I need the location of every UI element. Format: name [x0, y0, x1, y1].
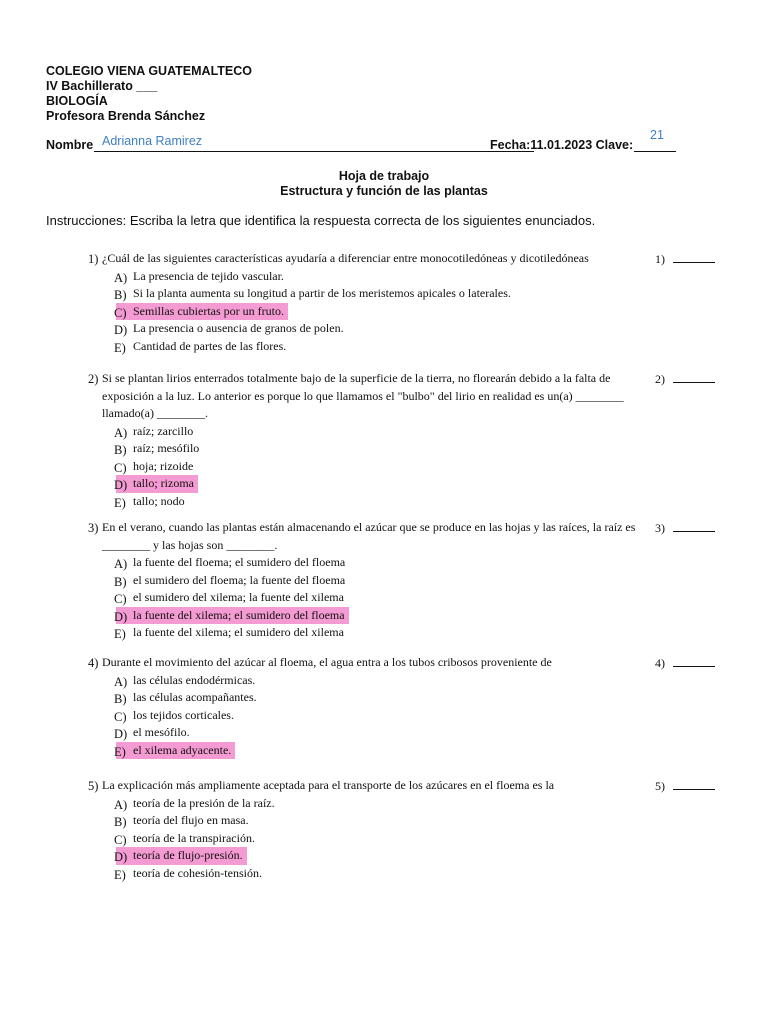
- option-letter: E): [114, 744, 126, 759]
- option-letter: D): [114, 609, 128, 624]
- option-letter: A): [114, 270, 128, 285]
- answer-number: 1): [655, 252, 665, 266]
- option-a[interactable]: [88, 554, 648, 572]
- question-text: Durante el movimiento del azúcar al floema, el agua entra a los tubos cribosos proveniente de: [102, 655, 552, 669]
- question-number: 1): [88, 252, 99, 266]
- question-1: [88, 250, 648, 355]
- option-e[interactable]: [88, 493, 648, 511]
- question-5: [88, 777, 648, 882]
- name-label: Nombre: [46, 138, 94, 152]
- option-letter: B): [114, 692, 127, 706]
- answer-number: 2): [655, 372, 665, 386]
- option-text: teoría del flujo en masa.: [133, 813, 249, 827]
- answer-blank-2[interactable]: [655, 372, 715, 387]
- subject-name: BIOLOGÍA: [46, 94, 108, 108]
- option-e[interactable]: [88, 624, 648, 642]
- option-text: la fuente del xilema; el sumidero del xilema: [133, 625, 344, 639]
- option-letter: E): [114, 495, 126, 510]
- question-number: 3): [88, 521, 99, 535]
- answer-underline: [673, 262, 715, 263]
- option-letter: C): [114, 709, 127, 724]
- answer-blank-1[interactable]: [655, 252, 715, 267]
- option-d-highlighted[interactable]: [88, 847, 648, 865]
- option-text: Cantidad de partes de las flores.: [133, 338, 287, 353]
- option-text: el xilema adyacente.: [116, 742, 235, 760]
- option-e[interactable]: [88, 338, 648, 356]
- option-b[interactable]: [88, 572, 648, 590]
- answer-blank-5[interactable]: [655, 779, 715, 794]
- option-e-highlighted[interactable]: [88, 742, 648, 760]
- option-text: teoría de la presión de la raíz.: [133, 795, 275, 810]
- option-letter: B): [114, 815, 127, 829]
- option-letter: E): [114, 867, 126, 882]
- option-text: las células acompañantes.: [133, 690, 257, 704]
- question-text: La explicación más ampliamente aceptada para el transporte de los azúcares en el floema es la: [102, 778, 555, 792]
- option-letter: C): [114, 305, 127, 320]
- option-letter: E): [114, 627, 126, 641]
- option-text: la fuente del floema; el sumidero del floema: [133, 555, 346, 569]
- question-stem: [88, 519, 648, 554]
- option-text: teoría de la transpiración.: [133, 830, 255, 845]
- answer-underline: [673, 789, 715, 790]
- answer-number: 3): [655, 521, 665, 535]
- answer-blank-3[interactable]: [655, 521, 715, 536]
- option-letter: B): [114, 288, 127, 302]
- option-letter: E): [114, 340, 126, 355]
- option-text: La presencia de tejido vascular.: [133, 268, 284, 283]
- option-c[interactable]: [88, 707, 648, 725]
- option-text: Semillas cubiertas por un fruto.: [116, 303, 288, 321]
- question-2: [88, 370, 648, 510]
- option-b[interactable]: [88, 285, 648, 303]
- clave-underline: [634, 151, 676, 152]
- option-c[interactable]: [88, 589, 648, 607]
- option-d[interactable]: [88, 724, 648, 742]
- option-b[interactable]: [88, 689, 648, 707]
- option-text: las células endodérmicas.: [133, 672, 256, 687]
- option-letter: A): [114, 425, 128, 440]
- question-text: ¿Cuál de las siguientes características ayudaría a diferenciar entre monocotiledóneas y dicotiledóneas: [102, 251, 589, 265]
- option-text: los tejidos corticales.: [133, 707, 234, 722]
- option-e[interactable]: [88, 865, 648, 883]
- student-name-field[interactable]: Adrianna Ramirez: [102, 134, 203, 148]
- option-letter: B): [114, 574, 127, 589]
- score-mark: 21: [650, 128, 664, 142]
- question-4: [88, 654, 648, 759]
- option-text: La presencia o ausencia de granos de polen.: [133, 321, 344, 335]
- option-letter: B): [114, 443, 127, 457]
- option-letter: C): [114, 832, 127, 847]
- question-text: Si se plantan lirios enterrados totalmente bajo de la superficie de la tierra, no florearán debido a la falta de exposición a la luz. Lo anterior es porque lo que llamamos el "bulbo" del lirio en realidad es un(a) ________ llamado(a) ________.: [102, 371, 624, 420]
- option-c[interactable]: [88, 830, 648, 848]
- instructions-text: Instrucciones: Escriba la letra que identifica la respuesta correcta de los siguientes enunciados.: [46, 213, 596, 228]
- answer-number: 5): [655, 779, 665, 793]
- option-c-highlighted[interactable]: [88, 303, 648, 321]
- option-text: la fuente del xilema; el sumidero del floema: [116, 607, 349, 625]
- option-letter: D): [114, 478, 128, 492]
- option-letter: C): [114, 592, 127, 606]
- option-letter: D): [114, 850, 128, 864]
- option-text: tallo; nodo: [133, 493, 185, 508]
- school-name: COLEGIO VIENA GUATEMALTECO: [46, 64, 253, 78]
- option-text: hoja; rizoide: [133, 458, 194, 473]
- grade-level: IV Bachillerato ___: [46, 79, 158, 93]
- option-d-highlighted[interactable]: [88, 607, 648, 625]
- worksheet-title: Hoja de trabajo: [338, 169, 430, 183]
- option-text: Si la planta aumenta su longitud a partir de los meristemos apicales o laterales.: [133, 286, 511, 300]
- option-letter: A): [114, 674, 128, 689]
- question-stem: [88, 250, 648, 268]
- school-header: [46, 64, 252, 124]
- option-text: el mesófilo.: [133, 725, 190, 739]
- question-3: [88, 519, 648, 642]
- option-letter: C): [114, 460, 127, 475]
- question-number: 5): [88, 779, 99, 793]
- question-number: 4): [88, 656, 99, 670]
- worksheet-subtitle: Estructura y función de las plantas: [280, 184, 488, 198]
- option-letter: A): [114, 797, 128, 812]
- teacher-name: Profesora Brenda Sánchez: [46, 109, 206, 123]
- option-text: teoría de cohesión-tensión.: [133, 865, 262, 880]
- option-d[interactable]: [88, 320, 648, 338]
- option-letter: A): [114, 557, 128, 571]
- option-a[interactable]: [88, 423, 648, 441]
- option-a[interactable]: [88, 268, 648, 286]
- option-text: raíz; mesófilo: [133, 441, 200, 455]
- question-stem: [88, 654, 648, 672]
- option-d-highlighted[interactable]: [88, 475, 648, 493]
- answer-underline: [673, 666, 715, 667]
- option-letter: D): [114, 727, 128, 741]
- answer-number: 4): [655, 656, 665, 670]
- date-clave-label: Fecha:11.01.2023 Clave:: [490, 138, 634, 152]
- option-b[interactable]: [88, 812, 648, 830]
- name-underline: [94, 151, 534, 152]
- answer-blank-4[interactable]: [655, 656, 715, 671]
- answer-underline: [673, 531, 715, 532]
- option-text: teoría de flujo-presión.: [116, 847, 247, 865]
- option-c[interactable]: [88, 458, 648, 476]
- option-text: el sumidero del floema; la fuente del floema: [133, 572, 346, 587]
- option-letter: D): [114, 323, 128, 337]
- question-stem: [88, 370, 648, 423]
- option-a[interactable]: [88, 795, 648, 813]
- answer-underline: [673, 382, 715, 383]
- option-b[interactable]: [88, 440, 648, 458]
- student-info-line: [46, 128, 686, 154]
- option-text: el sumidero del xilema; la fuente del xilema: [133, 590, 344, 604]
- option-a[interactable]: [88, 672, 648, 690]
- question-number: 2): [88, 372, 99, 386]
- option-text: tallo; rizoma: [116, 475, 198, 493]
- option-text: raíz; zarcillo: [133, 423, 194, 438]
- question-text: En el verano, cuando las plantas están almacenando el azúcar que se produce en las hojas y las raíces, la raíz es ________ y las hojas son ________.: [102, 520, 636, 552]
- question-stem: [88, 777, 648, 795]
